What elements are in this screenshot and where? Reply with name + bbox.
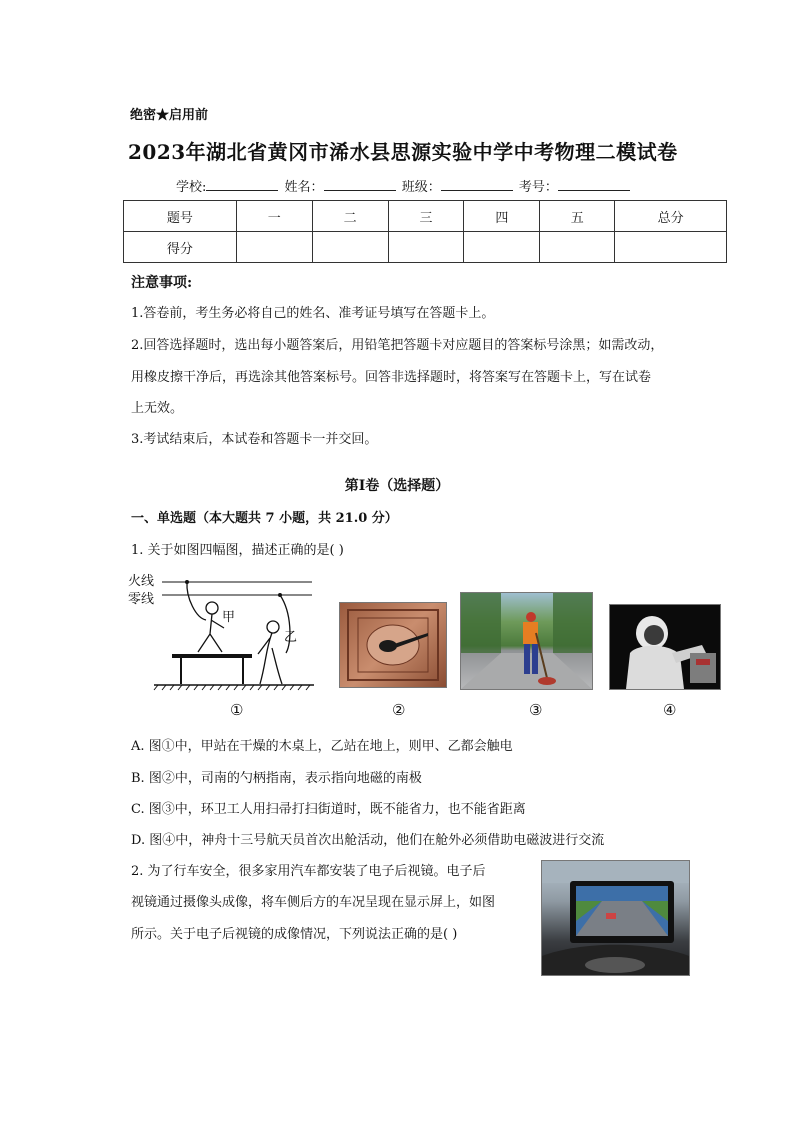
figure-3-sweeper-image [460, 592, 593, 690]
figure-2-sinan-image [339, 602, 447, 688]
sweeper-drawing [461, 593, 592, 689]
person-a-label: 甲 [222, 610, 236, 625]
rearview-mirror-drawing [542, 861, 689, 975]
header-cell-5: 五 [540, 201, 615, 232]
part-heading: 一、单选题（本大题共 7 小题，共 21.0 分） [131, 511, 398, 526]
figure-caption-2: ② [392, 701, 406, 719]
option-b[interactable]: B. 图②中，司南的勺柄指南，表示指向地磁的南极 [131, 771, 422, 786]
name-blank[interactable] [324, 177, 396, 191]
question-2-line: 视镜通过摄像头成像，将车侧后方的车况呈现在显示屏上，如图 [131, 895, 496, 910]
class-blank[interactable] [441, 177, 513, 191]
class-label: 班级： [401, 180, 441, 195]
notes-heading: 注意事项: [131, 275, 193, 291]
figure-rearview-mirror-image [541, 860, 690, 976]
student-info-line [176, 176, 632, 195]
confidential-label: 绝密★启用前 [130, 108, 209, 123]
note-line: 上无效。 [131, 401, 184, 416]
score-cell[interactable] [312, 232, 388, 263]
person-b-label: 乙 [284, 630, 298, 645]
live-wire-label: 火线 [128, 574, 155, 589]
score-cell[interactable] [540, 232, 615, 263]
figure-caption-4: ④ [663, 701, 677, 719]
figure-caption-3: ③ [529, 701, 543, 719]
exam-no-label: 考号： [518, 180, 558, 195]
score-cell[interactable] [388, 232, 464, 263]
header-cell-2: 二 [312, 201, 388, 232]
score-cell[interactable] [464, 232, 540, 263]
note-line: 1.答卷前，考生务必将自己的姓名、准考证号填写在答题卡上。 [131, 306, 495, 321]
exam-title: 2023年湖北省黄冈市浠水县思源实验中学中考物理二模试卷 [128, 140, 678, 164]
note-line: 用橡皮擦干净后，再选涂其他答案标号。回答非选择题时，将答案写在答题卡上，写在试卷 [131, 370, 652, 385]
figure-4-astronaut-image [609, 604, 721, 690]
score-table-score-row [124, 232, 727, 263]
question-2-line: 所示。关于电子后视镜的成像情况，下列说法正确的是( ) [131, 927, 458, 942]
section-title: 第I卷（选择题） [344, 478, 450, 494]
note-line: 2.回答选择题时，选出每小题答案后，用铅笔把答题卡对应题目的答案标号涂黑；如需改动， [131, 338, 664, 353]
name-label: 姓名： [284, 180, 324, 195]
header-cell-total: 总分 [615, 201, 727, 232]
note-line: 3.考试结束后，本试卷和答题卡一并交回。 [131, 432, 378, 447]
school-label: 学校: [176, 180, 207, 195]
sinan-drawing [340, 603, 446, 687]
neutral-wire-label: 零线 [128, 592, 155, 607]
option-a[interactable]: A. 图①中，甲站在干燥的木桌上，乙站在地上，则甲、乙都会触电 [131, 739, 513, 754]
header-cell-1: 一 [236, 201, 312, 232]
option-d[interactable]: D. 图④中，神舟十三号航天员首次出舱活动，他们在舱外必须借助电磁波进行交流 [131, 833, 605, 848]
question-2-line: 2. 为了行车安全，很多家用汽车都安装了电子后视镜。电子后 [131, 864, 486, 879]
header-cell-3: 三 [388, 201, 464, 232]
question-1-stem: 1. 关于如图四幅图，描述正确的是( ) [131, 543, 344, 558]
option-c[interactable]: C. 图③中，环卫工人用扫帚打扫街道时，既不能省力，也不能省距离 [131, 802, 526, 817]
score-table [123, 200, 727, 263]
score-cell[interactable] [236, 232, 312, 263]
exam-no-blank[interactable] [558, 177, 630, 191]
score-cell-total[interactable] [615, 232, 727, 263]
figure-caption-1: ① [230, 701, 244, 719]
figure-1-circuit [126, 568, 326, 692]
score-row-label: 得分 [124, 232, 237, 263]
header-cell-4: 四 [464, 201, 540, 232]
school-blank[interactable] [206, 177, 278, 191]
header-cell-label: 题号 [124, 201, 237, 232]
astronaut-drawing [610, 605, 720, 689]
score-table-header-row [124, 201, 727, 232]
